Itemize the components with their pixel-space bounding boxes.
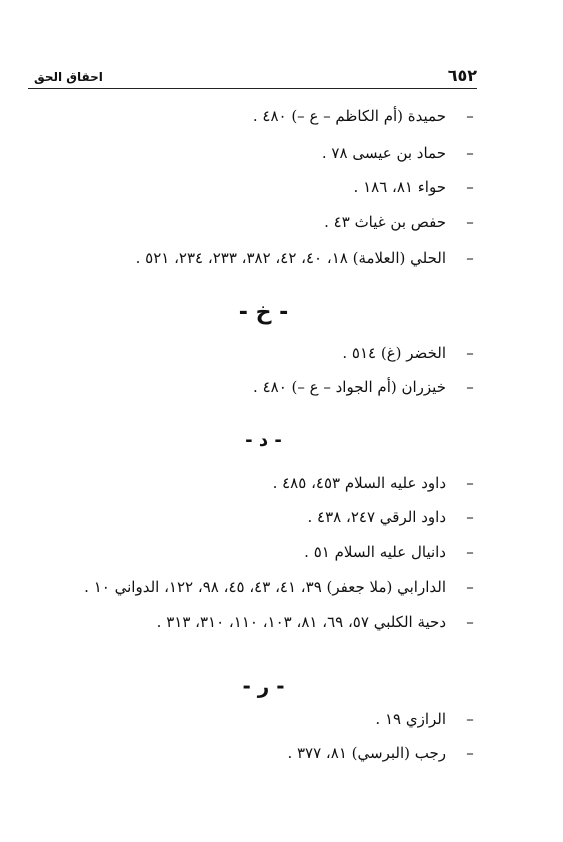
index-entry (30, 504, 476, 530)
index-entry (30, 740, 476, 766)
entry-text: الخضر (غ) ٥١٤ . (342, 344, 446, 362)
page-number: ٦٥٢ (447, 66, 477, 85)
entry-dash: – (466, 474, 474, 492)
index-entry (30, 574, 476, 600)
index-entry (30, 340, 476, 366)
entry-dash: – (466, 543, 474, 561)
entry-text: رجب (البرسي) ٨١، ٣٧٧ . (287, 744, 446, 762)
entry-text: داود عليه السلام ٤٥٣، ٤٨٥ . (272, 474, 446, 492)
entry-text: حفص بن غياث ٤٣ . (324, 213, 446, 231)
section-heading-ra: - ر - (242, 674, 285, 698)
entry-dash: – (466, 613, 474, 631)
entry-text: خيزران (أم الجواد – ع –) ٤٨٠ . (253, 378, 446, 396)
entry-text: الحلي (العلامة) ١٨، ٤٠، ٤٢، ٣٨٢، ٢٣٣، ٢٣٤، ٥٢١ . (135, 249, 446, 267)
index-entry (30, 470, 476, 496)
entry-dash: – (466, 578, 474, 596)
entry-text: الدارابي (ملا جعفر) ٣٩، ٤١، ٤٣، ٤٥، ٩٨، ١٢٢، الدواني ١٠ . (84, 578, 446, 596)
entry-text: حماد بن عيسى ٧٨ . (321, 144, 446, 162)
entry-dash: – (466, 144, 474, 162)
entry-dash: – (466, 249, 474, 267)
index-entry (30, 245, 476, 271)
entry-dash: – (466, 378, 474, 396)
entry-text: دحية الكلبي ٥٧، ٦٩، ٨١، ١٠٣، ١١٠، ٣١٠، ٣١٣ . (156, 613, 446, 631)
book-title: احقاق الحق (34, 70, 103, 84)
entry-dash: – (466, 178, 474, 196)
index-entry (30, 209, 476, 235)
entry-dash: – (466, 508, 474, 526)
entry-text: الرازي ١٩ . (375, 710, 446, 728)
index-entry (30, 103, 476, 129)
entry-dash: – (466, 710, 474, 728)
entry-dash: – (466, 213, 474, 231)
index-entry (30, 140, 476, 166)
section-heading-kha: - خ - (238, 300, 289, 325)
index-entry (30, 174, 476, 200)
index-entry (30, 539, 476, 565)
index-entry (30, 609, 476, 635)
entry-text: داود الرقي ٢٤٧، ٤٣٨ . (307, 508, 446, 526)
index-entry (30, 374, 476, 400)
entry-dash: – (466, 107, 474, 125)
entry-dash: – (466, 744, 474, 762)
entry-dash: – (466, 344, 474, 362)
section-heading-dal: - د - (245, 430, 282, 451)
page-header (28, 66, 477, 89)
entry-text: حميدة (أم الكاظم – ع –) ٤٨٠ . (252, 107, 446, 125)
entry-text: حواء ٨١، ١٨٦ . (353, 178, 446, 196)
index-entry (30, 706, 476, 732)
entry-text: دانيال عليه السلام ٥١ . (304, 543, 446, 561)
